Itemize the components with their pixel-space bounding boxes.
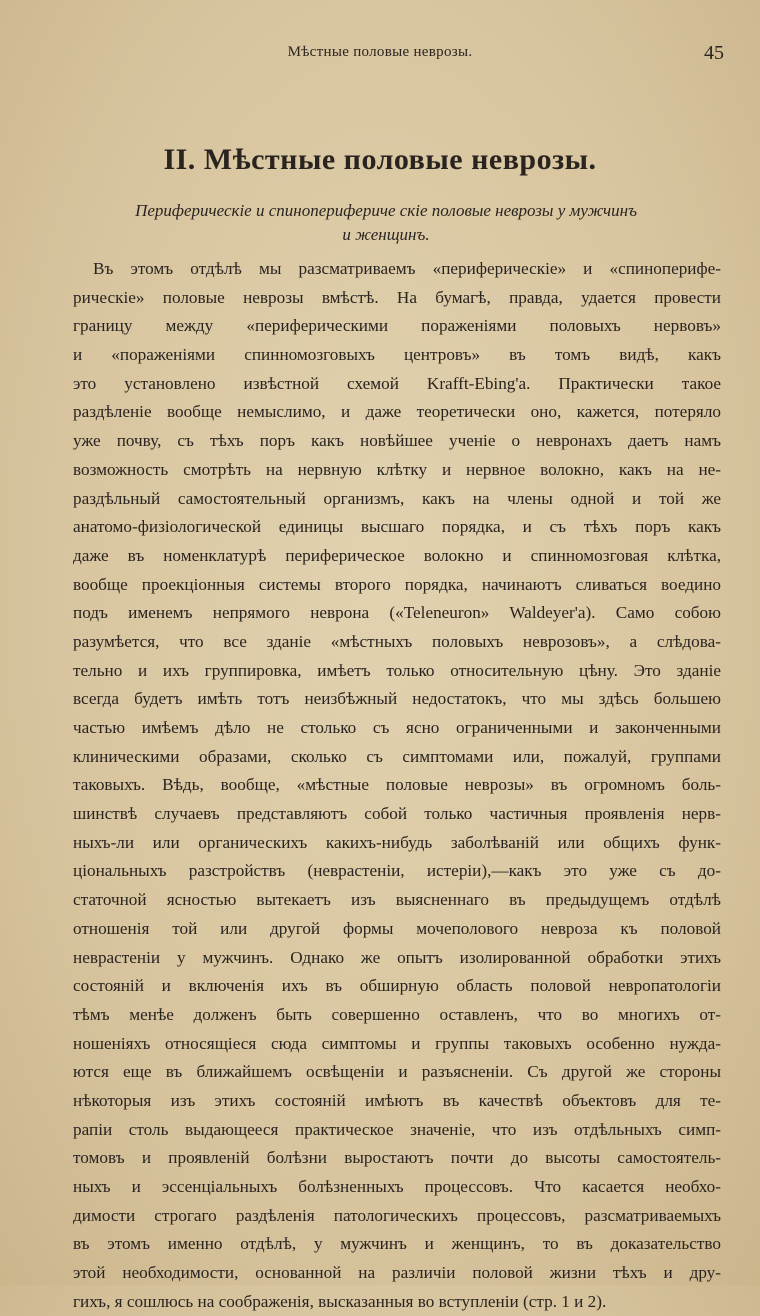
text-line: тельно и ихъ группировка, имѣетъ только относительную цѣну. Это зданіе (73, 660, 721, 680)
text-line: въ этомъ именно отдѣлѣ, у мужчинъ и женщинъ, то въ доказательство (73, 1234, 721, 1254)
text-line: частью имѣемъ дѣло не столько съ ясно ограниченными и законченными (73, 718, 721, 737)
text-line: всегда будетъ имѣть тотъ неизбѣжный недостатокъ, что мы здѣсь большею (73, 689, 721, 709)
text-line: клиническими образами, сколько съ симптомами или, пожалуй, группами (73, 746, 721, 766)
text-line: томовъ и проявленій болѣзни выростаютъ почти до высоты самостоятель- (73, 1148, 721, 1168)
text-line: вообще проекціонныя системы второго порядка, начинаютъ сливаться воедино (73, 574, 721, 594)
text-line: состояній и включенія ихъ въ обширную область половой невропатологіи (73, 976, 721, 996)
body-paragraph (73, 255, 721, 1316)
text-line: рапіи столь выдающееся практическое значеніе, что изъ отдѣльныхъ симп- (73, 1119, 721, 1139)
text-line: таковыхъ. Вѣдь, вообще, «мѣстные половые неврозы» въ огромномъ боль- (73, 775, 721, 795)
subtitle-line: и женщинъ. (342, 225, 430, 244)
text-line: это установлено извѣстной схемой Krafft-Ebing'а. Практически такое (73, 373, 721, 393)
text-line: шинствѣ случаевъ представляютъ собой только частичныя проявленія нерв- (73, 804, 721, 824)
text-line: возможность смотрѣть на нервную клѣтку и нервное волокно, какъ на не- (73, 459, 721, 479)
text-line: Въ этомъ отдѣлѣ мы разсматриваемъ «периферическіе» и «спиноперифе- (93, 259, 721, 278)
running-head: Мѣстные половые неврозы. (287, 44, 473, 60)
text-line: анатомо-физіологической единицы высшаго порядка, и съ тѣхъ поръ какъ (73, 517, 721, 537)
text-line: ныхъ и эссенціальныхъ болѣзненныхъ процессовъ. Что касается необхо- (73, 1177, 721, 1196)
text-line: уже почву, съ тѣхъ поръ какъ новѣйшее ученіе о невронахъ даетъ намъ (73, 431, 721, 451)
text-line: подъ именемъ непрямого неврона («Teleneuron» Waldeyer'а). Само собою (73, 603, 721, 623)
text-line: ношеніяхъ относящіеся сюда симптомы и группы таковыхъ особенно нужда- (73, 1033, 721, 1053)
text-line: границу между «периферическими пораженіями половыхъ нервовъ» (73, 316, 721, 336)
text-line: раздѣльный самостоятельный организмъ, какъ на члены одной и той же (73, 488, 721, 508)
chapter-subtitle (56, 199, 716, 247)
text-line: разумѣется, что все зданіе «мѣстныхъ половыхъ неврозовъ», а слѣдова- (73, 631, 721, 651)
text-line: гихъ, я сошлюсь на соображенія, высказанныя во вступленіи (стр. 1 и 2). (73, 1291, 607, 1311)
text-line: ются еще въ ближайшемъ освѣщеніи и разъясненіи. Съ другой же стороны (73, 1062, 721, 1082)
subtitle-line: Периферическіе и спиноперифериче скіе половые неврозы у мужчинъ (135, 201, 637, 220)
text-line: нѣкоторыя изъ этихъ состояній имѣютъ въ качествѣ объектовъ для те- (73, 1090, 721, 1110)
text-line: рическіе» половые неврозы вмѣстѣ. На бумагѣ, правда, удается провести (73, 287, 721, 307)
text-line: ціональныхъ разстройствъ (неврастеніи, истеріи),—какъ это уже съ до- (73, 861, 721, 881)
text-line: этой необходимости, основанной на различіи половой жизни тѣхъ и дру- (73, 1263, 721, 1283)
text-line: неврастеніи у мужчинъ. Однако же опытъ изолированной обработки этихъ (73, 947, 721, 967)
text-line: димости строгаго раздѣленія патологическихъ процессовъ, разсматриваемыхъ (73, 1205, 721, 1225)
text-line: отношенія той или другой формы мочеполового невроза къ половой (73, 918, 721, 938)
text-line: тѣмъ менѣе долженъ быть совершенно оставленъ, что во многихъ от- (73, 1004, 721, 1024)
page-number: 45 (704, 42, 724, 64)
chapter-title: II. Мѣстные половые неврозы. (163, 143, 597, 176)
text-line: статочной ясностью вытекаетъ изъ выясненнаго въ предыдущемъ отдѣлѣ (73, 890, 721, 910)
text-line: раздѣленіе вообще немыслимо, и даже теоретически оно, кажется, потеряло (73, 402, 721, 422)
text-line: даже въ номенклатурѣ периферическое волокно и спинномозговая клѣтка, (73, 545, 721, 565)
text-line: и «пораженіями спинномозговыхъ центровъ» въ томъ видѣ, какъ (73, 345, 721, 365)
text-line: ныхъ-ли или органическихъ какихъ-нибудь заболѣваній или общихъ функ- (73, 832, 721, 852)
